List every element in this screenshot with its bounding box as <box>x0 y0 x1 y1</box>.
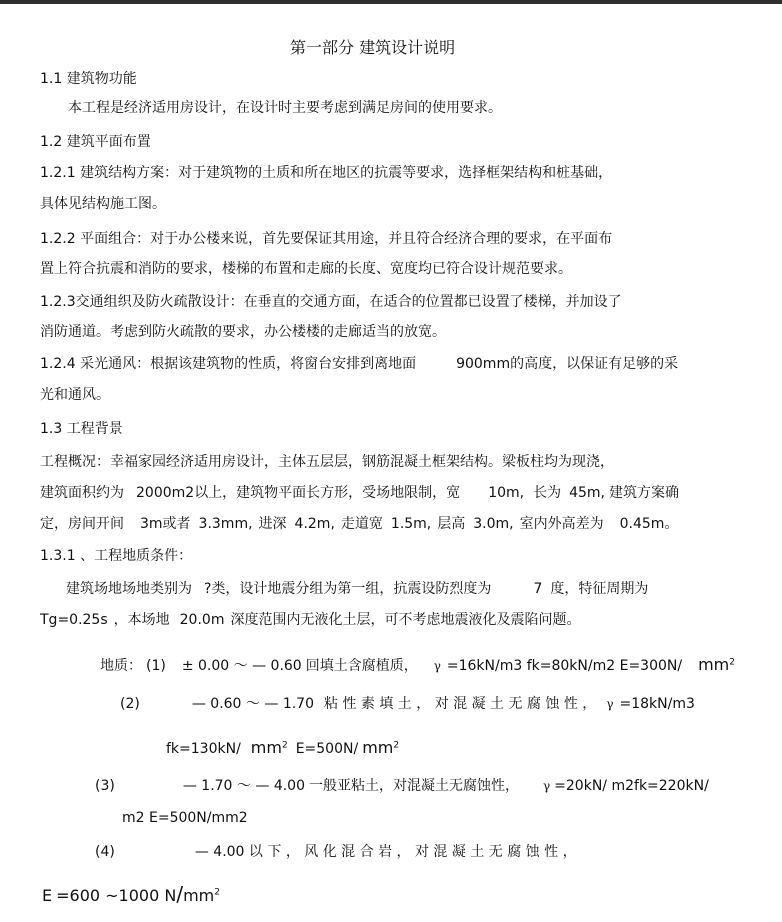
para-1-2-4-line1 <box>40 357 678 371</box>
building-length: 45m, <box>569 485 605 501</box>
text-run: 建筑场地场地类别为 <box>66 581 192 597</box>
soil-parameters: =16kN/m3 fk=80kN/m2 E=300N/ <box>446 658 683 674</box>
stratum-2-cont <box>166 740 399 756</box>
text-run: 长为 <box>533 485 562 501</box>
stratum-3-cont: m2 E=500N/mm2 <box>122 810 248 826</box>
para-1-2-4-line2: 光和通风。 <box>40 387 110 403</box>
geology-label: 地质： <box>100 658 142 674</box>
geo-heading: 1.3.1 、工程地质条件： <box>40 548 193 564</box>
para-1-2-1-line1: 1.2.1 建筑结构方案：对于建筑物的土质和所在地区的抗震等要求，选择框架结构和桩基础， <box>40 165 613 181</box>
modulus-symbol: E <box>42 886 53 905</box>
room-bay: 3m <box>140 516 163 532</box>
text-run: 以上，建筑物平面长方形，受场地限制，宽 <box>194 485 461 501</box>
superscript-2: 2 <box>729 657 735 668</box>
depth-value: 20.0m <box>179 612 225 628</box>
depth-range: ± 0.00 ～ — 0.60 <box>181 658 302 674</box>
unit-mm: mm <box>362 738 394 757</box>
top-border <box>0 0 782 4</box>
unit-mm: mm <box>250 738 282 757</box>
seismic-intensity: 7 <box>533 581 543 597</box>
gamma-symbol: γ <box>543 779 551 793</box>
stratum-number: (1) <box>146 658 166 674</box>
text-run: ，本场地 <box>113 612 170 628</box>
stratum-number: (4) <box>95 844 115 860</box>
section-1-1-heading: 1.1 建筑物功能 <box>40 71 137 87</box>
depth-range: — 0.60 ～ — 1.70 <box>191 696 314 712</box>
soil-description: 回填土含腐植质， <box>305 658 418 674</box>
unit-mm: mm <box>183 886 215 905</box>
unit-mm: mm <box>698 655 730 674</box>
para-1-2-3-line1: 1.2.3交通组织及防火疏散设计：在垂直的交通方面，在适合的位置都已设置了楼梯，并加设了 <box>40 294 622 310</box>
soil-parameters: =20kN/ m2fk=220kN/ <box>554 778 709 794</box>
text-run: 度，特征周期为 <box>550 581 649 597</box>
depth-range: — 1.70 ～ — 4.00 <box>182 778 305 794</box>
overview-line2 <box>40 486 679 500</box>
text-run: 建筑方案确 <box>609 485 679 501</box>
room-depth: 4.2m, <box>294 516 335 532</box>
overview-line3 <box>40 517 678 531</box>
stratum-2 <box>120 697 695 711</box>
gamma-symbol: γ <box>433 659 441 673</box>
text-run: 类，设计地震分组为第一组，抗震设防烈度为 <box>211 581 492 597</box>
indoor-outdoor-diff: 0.45m。 <box>619 516 679 532</box>
overview-line1: 工程概况：幸福家园经济适用房设计，主体五层层，钢筋混凝土框架结构。梁板柱均为现浇， <box>40 454 614 470</box>
site-line2 <box>40 613 580 627</box>
soil-description: 粘 性 素 填 土 ， 对 混 凝 土 无 腐 蚀 性 ， <box>324 696 597 712</box>
room-bay-alt: 3.3mm, <box>198 516 253 532</box>
section-1-1-text: 本工程是经济适用房设计，在设计时主要考虑到满足房间的使用要求。 <box>68 100 502 116</box>
superscript-2: 2 <box>393 740 400 751</box>
building-width: 10m, <box>488 485 525 501</box>
text-run: 定，房间开间 <box>40 516 124 532</box>
text-run: 建筑面积约为 <box>40 485 124 501</box>
stratum-4 <box>95 845 577 859</box>
text-run: 深度范围内无液化土层，可不考虑地震液化及震陷问题。 <box>230 612 581 628</box>
slash: / <box>176 882 184 906</box>
soil-description: 一般亚粘土，对混凝土无腐蚀性， <box>309 778 519 794</box>
text-run: 的高度，以保证有足够的采 <box>510 356 679 372</box>
para-1-2-1-line2: 具体见结构施工图。 <box>40 196 166 212</box>
soil-description: — 4.00 以 下 ， 风 化 混 合 岩 ， 对 混 凝 土 无 腐 蚀 性 ， <box>194 844 577 860</box>
soil-parameters: =18kN/m3 <box>619 696 695 712</box>
site-class: ? <box>204 581 212 597</box>
stratum-4-cont <box>42 884 220 904</box>
text-run: 1.2.4 采光通风：根据该建筑物的性质，将窗台安排到离地面 <box>40 356 417 372</box>
superscript-2: 2 <box>214 887 220 898</box>
text-run: 层高 <box>437 516 466 532</box>
text-run: 进深 <box>258 516 287 532</box>
para-1-2-2-line1: 1.2.2 平面组合：对于办公楼来说，首先要保证其用途，并且符合经济合理的要求，在平面布 <box>40 231 613 247</box>
period-value: Tg=0.25s <box>40 612 108 628</box>
para-1-2-3-line2: 消防通道。考虑到防火疏散的要求，办公楼楼的走廊适当的放宽。 <box>40 324 446 340</box>
corridor-width: 1.5m, <box>390 516 432 532</box>
text-run: 室内外高差为 <box>519 516 604 532</box>
section-1-3-heading: 1.3 工程背景 <box>40 421 123 437</box>
stratum-number: (3) <box>95 778 115 794</box>
section-1-2-heading: 1.2 建筑平面布置 <box>40 134 151 150</box>
stratum-number: (2) <box>120 696 140 712</box>
floor-height: 3.0m, <box>473 516 514 532</box>
text-run: 或者 <box>162 516 191 532</box>
text-run: 走道宽 <box>340 516 383 532</box>
gamma-symbol: γ <box>606 697 614 711</box>
para-1-2-2-line2: 置上符合抗震和消防的要求，楼梯的布置和走廊的长度、宽度均已符合设计规范要求。 <box>40 261 572 277</box>
soil-parameters: fk=130kN/ <box>166 741 241 757</box>
modulus-range: =600 ~1000 N <box>56 886 177 905</box>
soil-parameters: E=500N/ <box>295 741 359 757</box>
superscript-2: 2 <box>281 740 288 751</box>
site-line1 <box>66 582 648 596</box>
page-title: 第一部分 建筑设计说明 <box>290 38 456 57</box>
building-area: 2000m2 <box>136 485 195 501</box>
stratum-1 <box>100 657 735 673</box>
window-sill-height: 900mm <box>456 356 511 372</box>
stratum-3 <box>95 779 709 793</box>
